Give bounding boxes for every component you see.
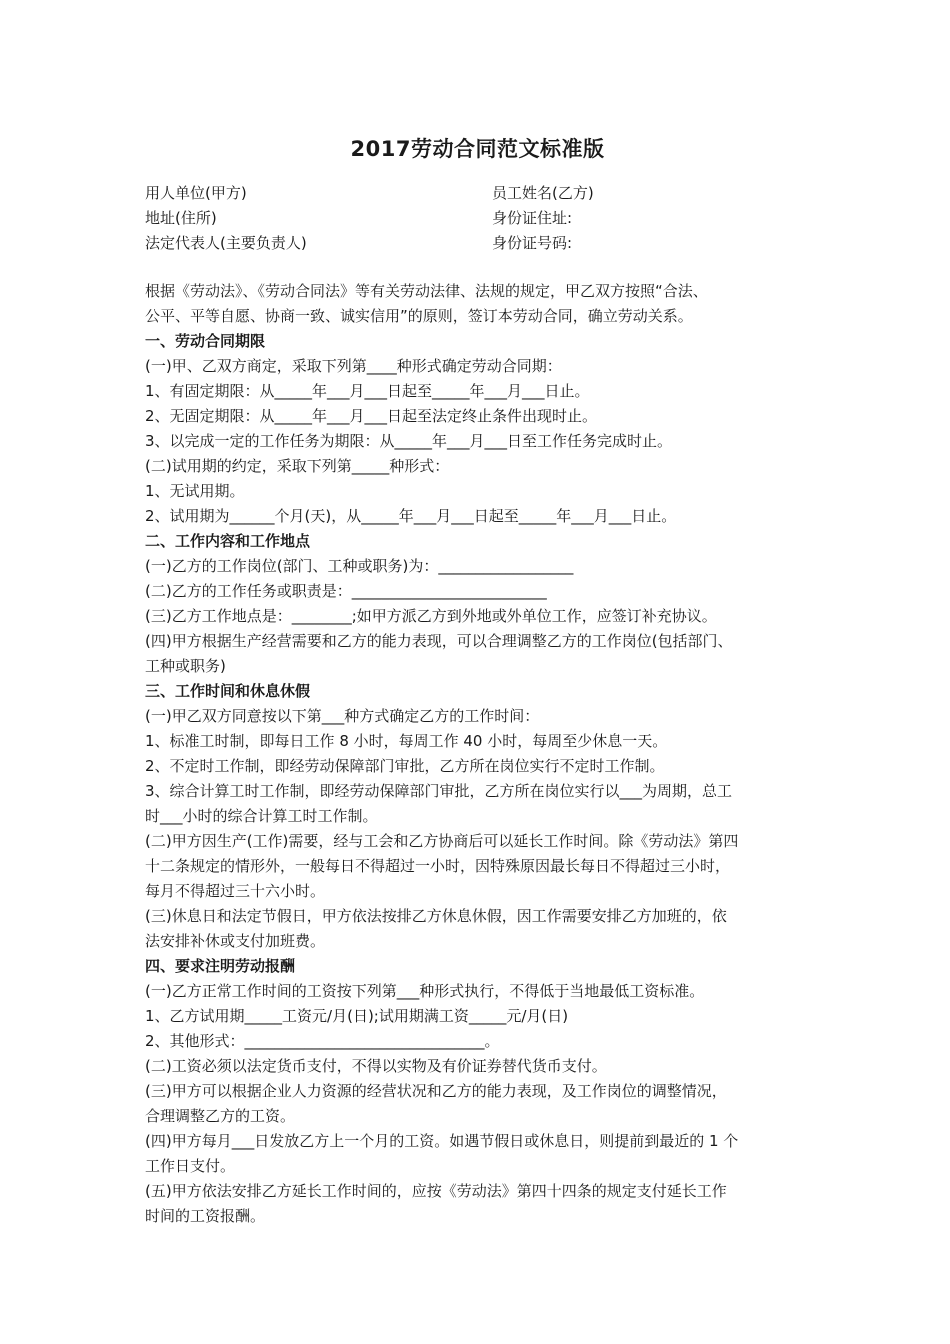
- contract-line: 工种或职务): [145, 657, 226, 675]
- contract-line: (五)甲方依法安排乙方延长工作时间的，应按《劳动法》第四十四条的规定支付延长工作: [145, 1182, 727, 1200]
- contract-line: 时间的工资报酬。: [145, 1207, 266, 1225]
- contract-line: (三)甲方可以根据企业人力资源的经营状况和乙方的能力表现，及工作岗位的调整情况，: [145, 1082, 727, 1100]
- contract-line: 时___小时的综合计算工时工作制。: [145, 807, 378, 825]
- document-title: 2017劳动合同范文标准版: [350, 137, 605, 161]
- contract-body: [145, 279, 810, 1229]
- contract-line: 3、以完成一定的工作任务为期限：从_____年___月___日至工作任务完成时止。: [145, 432, 673, 450]
- contract-line: 1、有固定期限：从_____年___月___日起至_____年___月___日止。: [145, 382, 590, 400]
- section-spacer: [145, 256, 810, 279]
- section-heading: 四、要求注明劳动报酬: [145, 957, 296, 975]
- contract-line: (三)休息日和法定节假日，甲方依法按排乙方休息休假，因工作需要安排乙方加班的，依: [145, 907, 727, 925]
- contract-line: 1、乙方试用期_____工资元/月(日);试用期满工资_____元/月(日): [145, 1007, 569, 1025]
- contract-line: 3、综合计算工时工作制，即经劳动保障部门审批，乙方所在岗位实行以___为周期，总工: [145, 782, 733, 800]
- contract-line: (四)甲方每月___日发放乙方上一个月的工资。如遇节假日或休息日，则提前到最近的 1 个: [145, 1132, 739, 1150]
- legal-representative-label: 法定代表人(主要负责人): [145, 234, 307, 252]
- section-heading: 三、工作时间和休息休假: [145, 682, 311, 700]
- section-heading: 一、劳动合同期限: [145, 332, 266, 350]
- employee-name-label: 员工姓名(乙方): [492, 184, 594, 202]
- party-info-grid: [145, 181, 810, 256]
- contract-line: 工作日支付。: [145, 1157, 236, 1175]
- contract-line: (二)试用期的约定，采取下列第_____种形式：: [145, 457, 450, 475]
- contract-line: (一)甲、乙双方商定，采取下列第____种形式确定劳动合同期：: [145, 357, 562, 375]
- contract-line: 2、无固定期限：从_____年___月___日起至法定终止条件出现时止。: [145, 407, 598, 425]
- contract-line: 合理调整乙方的工资。: [145, 1107, 296, 1125]
- employer-address-label: 地址(住所): [145, 209, 217, 227]
- contract-line: (一)甲乙双方同意按以下第___种方式确定乙方的工作时间：: [145, 707, 540, 725]
- contract-line: 公平、平等自愿、协商一致、诚实信用”的原则，签订本劳动合同，确立劳动关系。: [145, 307, 693, 325]
- contract-line: 1、标准工时制，即每日工作 8 小时，每周工作 40 小时，每周至少休息一天。: [145, 732, 668, 750]
- contract-line: (二)甲方因生产(工作)需要，经与工会和乙方协商后可以延长工作时间。除《劳动法》第四: [145, 832, 739, 850]
- contract-line: (一)乙方的工作岗位(部门、工种或职务)为：__________________: [145, 557, 574, 575]
- contract-line: 十二条规定的情形外，一般每日不得超过一小时，因特殊原因最长每日不得超过三小时，: [145, 857, 731, 875]
- contract-line: (一)乙方正常工作时间的工资按下列第___种形式执行，不得低于当地最低工资标准。: [145, 982, 705, 1000]
- contract-line: 2、其他形式：________________________________。: [145, 1032, 500, 1050]
- contract-line: (四)甲方根据生产经营需要和乙方的能力表现，可以合理调整乙方的工作岗位(包括部门、: [145, 632, 733, 650]
- section-heading: 二、工作内容和工作地点: [145, 532, 311, 550]
- id-number-label: 身份证号码:: [492, 234, 573, 252]
- document-page: [145, 134, 810, 1229]
- contract-line: 2、不定时工作制，即经劳动保障部门审批，乙方所在岗位实行不定时工作制。: [145, 757, 665, 775]
- id-address-label: 身份证住址:: [492, 209, 573, 227]
- contract-line: (三)乙方工作地点是：________;如甲方派乙方到外地或外单位工作，应签订补充协议。: [145, 607, 717, 625]
- contract-line: (二)工资必须以法定货币支付，不得以实物及有价证券替代货币支付。: [145, 1057, 607, 1075]
- contract-line: 根据《劳动法》、《劳动合同法》等有关劳动法律、法规的规定，甲乙双方按照“合法、: [145, 282, 708, 300]
- contract-line: 每月不得超过三十六小时。: [145, 882, 326, 900]
- contract-line: 2、试用期为______个月(天)，从_____年___月___日起至_____年___月___日止。: [145, 507, 677, 525]
- contract-line: 1、无试用期。: [145, 482, 245, 500]
- employer-label: 用人单位(甲方): [145, 184, 247, 202]
- contract-line: (二)乙方的工作任务或职责是：__________________________: [145, 582, 547, 600]
- contract-line: 法安排补休或支付加班费。: [145, 932, 326, 950]
